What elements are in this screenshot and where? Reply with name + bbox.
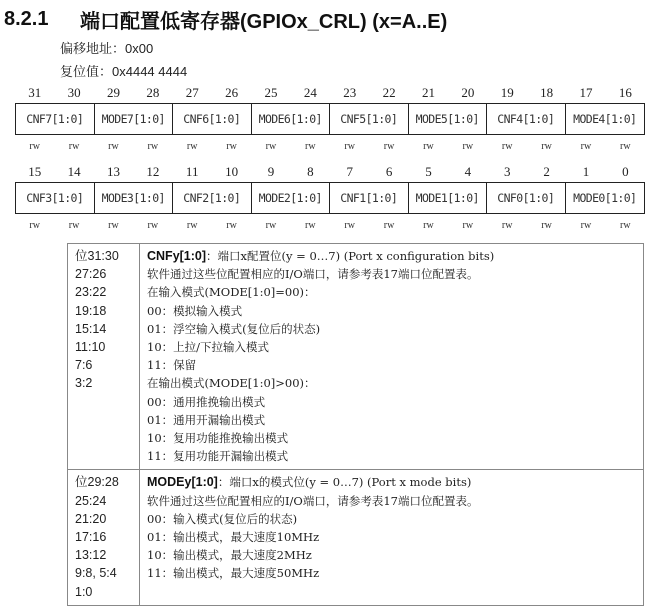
field-heading (147, 473, 637, 491)
description-line: 11：复用功能开漏输出模式 (147, 449, 289, 464)
field-cnf6: CNF6[1:0] (173, 104, 252, 134)
bit-number: 29 (106, 85, 120, 100)
access-type: rw (620, 141, 631, 152)
access-row-lower (15, 218, 645, 234)
bit-number: 23 (343, 85, 357, 100)
access-type: rw (186, 141, 198, 152)
bit-number: 11 (185, 164, 199, 179)
bit-numbers-upper (15, 84, 645, 102)
description-line: 11：保留 (147, 358, 197, 373)
bit-number: 19 (500, 85, 514, 100)
field-mode3: MODE3[1:0] (95, 183, 174, 213)
bit-number: 2 (543, 164, 550, 179)
access-type: rw (620, 220, 631, 231)
bit-range: 19:18 (75, 303, 107, 318)
reset-value (60, 61, 187, 80)
bit-number: 9 (267, 164, 275, 179)
bit-number: 7 (346, 164, 353, 179)
access-type: rw (68, 220, 80, 231)
bit-number: 15 (28, 164, 42, 179)
access-type: rw (501, 220, 513, 231)
bit-number: 24 (303, 85, 317, 100)
bit-number: 5 (425, 164, 432, 179)
field-mode0: MODE0[1:0] (573, 191, 637, 205)
access-type: rw (344, 141, 355, 152)
bit-range: 位29:28 (75, 475, 119, 490)
access-type: rw (541, 220, 552, 231)
description-row-mode (68, 470, 644, 605)
access-type: rw (226, 141, 237, 152)
section-heading (4, 4, 447, 34)
bit-number: 8 (307, 164, 314, 179)
register-upper-half (15, 84, 645, 155)
access-type: rw (305, 141, 316, 152)
description-cell (140, 470, 644, 605)
bit-number: 10 (225, 164, 239, 179)
field-heading (147, 247, 637, 265)
bit-range: 23:22 (75, 285, 107, 300)
access-type: rw (226, 220, 237, 231)
description-line: 00：模拟输入模式 (147, 303, 243, 318)
access-type: rw (186, 220, 198, 231)
bit-range: 3:2 (75, 376, 93, 391)
bit-range: 15:14 (75, 321, 107, 336)
bit-range: 21:20 (75, 511, 107, 526)
field-mode6: MODE6[1:0] (252, 104, 331, 134)
description-line: 01：通用开漏输出模式 (147, 412, 266, 427)
access-type: rw (265, 220, 277, 231)
bit-number: 20 (461, 85, 475, 100)
field-cnf3: CNF3[1:0] (16, 183, 95, 213)
section-number: 8.2.1 (4, 7, 49, 30)
bit-number: 14 (67, 164, 81, 179)
field-name: CNFy[1:0] (147, 249, 207, 263)
bit-number: 30 (67, 85, 81, 100)
bit-range: 13:12 (75, 548, 107, 563)
description-line: 在输入模式(MODE[1:0]=00)： (147, 285, 316, 300)
description-line: 10：输出模式，最大速度2MHz (147, 548, 312, 563)
bit-range: 1:0 (75, 584, 93, 599)
field-cnf7: CNF7[1:0] (16, 104, 95, 134)
bit-number: 17 (579, 85, 593, 100)
access-type: rw (580, 220, 592, 231)
access-type: rw (423, 220, 434, 231)
field-cnf5: CNF5[1:0] (330, 104, 409, 134)
access-type: rw (383, 220, 395, 231)
field-name: MODEy[1:0] (147, 475, 218, 490)
description-line: 01：输出模式，最大速度10MHz (147, 530, 320, 545)
field-mode1: MODE1[1:0] (409, 183, 488, 213)
bit-range-cell (68, 244, 140, 470)
access-type: rw (147, 220, 159, 231)
access-type: rw (29, 220, 40, 231)
bit-number: 25 (264, 85, 278, 100)
access-type: rw (147, 141, 159, 152)
field-title: ：端口x的模式位(y = 0…7) (Port x mode bits) (217, 475, 472, 490)
field-mode4: MODE4[1:0] (573, 112, 637, 126)
bit-number: 1 (582, 164, 590, 179)
description-line: 00：输入模式(复位后的状态) (147, 511, 298, 526)
access-type: rw (580, 141, 592, 152)
reset-value-text: 0x4444 4444 (112, 64, 188, 79)
bit-number: 6 (385, 164, 393, 179)
offset-value: 0x00 (125, 41, 154, 56)
description-line: 10：复用功能推挽输出模式 (147, 431, 289, 446)
field-cnf1: CNF1[1:0] (330, 183, 409, 213)
access-row-upper (15, 139, 645, 155)
bit-number: 16 (618, 85, 632, 100)
bit-range: 11:10 (75, 340, 106, 355)
bit-range: 25:24 (75, 493, 107, 508)
access-type: rw (305, 220, 316, 231)
register-fields-lower (15, 182, 645, 214)
field-cnf4: CNF4[1:0] (487, 104, 566, 134)
access-type: rw (265, 141, 277, 152)
access-type: rw (68, 141, 80, 152)
register-lower-half (15, 163, 645, 234)
bit-number: 26 (225, 85, 239, 100)
bit-number: 0 (622, 164, 629, 179)
reset-label: 复位值： (60, 65, 113, 80)
bit-number: 12 (146, 164, 160, 179)
bit-range: 位31:30 (75, 249, 119, 263)
access-type: rw (108, 220, 119, 231)
description-cell (140, 244, 644, 470)
access-type: rw (29, 141, 40, 152)
field-mode2: MODE2[1:0] (252, 183, 331, 213)
bit-number: 21 (421, 85, 435, 100)
description-row-cnf (68, 244, 644, 470)
bit-range-cell (68, 470, 140, 605)
bit-number: 28 (146, 85, 160, 100)
description-line: 11：输出模式，最大速度50MHz (147, 566, 320, 581)
bit-range: 7:6 (75, 358, 93, 373)
field-cnf2: CNF2[1:0] (173, 183, 252, 213)
register-fields-upper (15, 103, 645, 135)
field-mode5: MODE5[1:0] (409, 104, 488, 134)
access-type: rw (462, 220, 474, 231)
access-type: rw (423, 141, 434, 152)
description-line: 10：上拉/下拉输入模式 (147, 340, 270, 355)
field-cnf0: CNF0[1:0] (487, 183, 566, 213)
bit-range: 27:26 (75, 267, 107, 282)
field-mode7: MODE7[1:0] (95, 104, 174, 134)
section-title: 端口配置低寄存器(GPIOx_CRL) (x=A..E) (80, 10, 448, 33)
description-line: 在输出模式(MODE[1:0]>00)： (147, 376, 316, 391)
bit-description-table (67, 243, 644, 606)
description-line: 软件通过这些位配置相应的I/O端口，请参考表17端口位配置表。 (147, 267, 479, 282)
description-line: 00：通用推挽输出模式 (147, 394, 266, 409)
access-type: rw (344, 220, 355, 231)
offset-address (60, 38, 153, 57)
description-line: 软件通过这些位配置相应的I/O端口，请参考表17端口位配置表。 (147, 493, 479, 508)
bit-number: 13 (106, 164, 120, 179)
bit-number: 4 (464, 164, 472, 179)
bit-number: 31 (28, 85, 42, 100)
access-type: rw (462, 141, 474, 152)
field-title: ：端口x配置位(y = 0…7) (Port x configuration bits) (206, 249, 495, 263)
bit-numbers-lower (15, 163, 645, 181)
bit-range: 9:8, 5:4 (75, 566, 117, 581)
offset-label: 偏移地址： (60, 42, 126, 57)
bit-number: 27 (185, 85, 199, 100)
bit-range: 17:16 (75, 530, 107, 545)
access-type: rw (501, 141, 513, 152)
description-line: 01：浮空输入模式(复位后的状态) (147, 321, 321, 336)
bit-number: 18 (540, 85, 554, 100)
bit-number: 3 (503, 164, 511, 179)
access-type: rw (383, 141, 395, 152)
access-type: rw (541, 141, 552, 152)
bit-number: 22 (382, 85, 396, 100)
access-type: rw (108, 141, 119, 152)
